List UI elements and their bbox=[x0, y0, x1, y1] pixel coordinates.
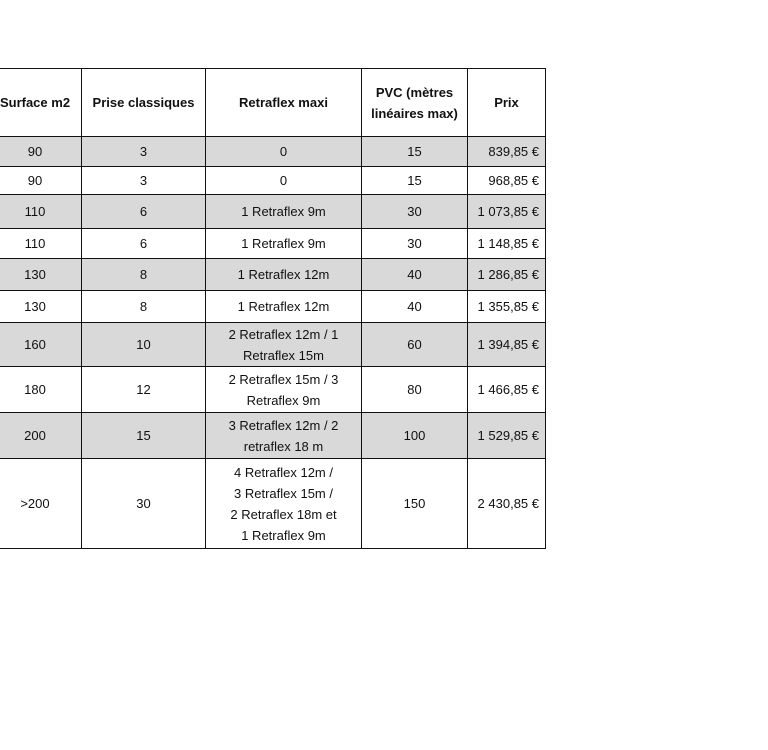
prise-cell: 30 bbox=[82, 459, 206, 549]
pvc-cell: 15 bbox=[362, 167, 468, 195]
table-row bbox=[0, 291, 546, 323]
prise-header: Prise classiques bbox=[82, 69, 206, 137]
table-row bbox=[0, 259, 546, 291]
table-row bbox=[0, 459, 546, 549]
retraflex-cell bbox=[206, 413, 362, 459]
prise-cell: 6 bbox=[82, 195, 206, 229]
table-row bbox=[0, 367, 546, 413]
pvc-header bbox=[362, 69, 468, 137]
retraflex-header: Retraflex maxi bbox=[206, 69, 362, 137]
prise-cell: 8 bbox=[82, 259, 206, 291]
surface-cell: 180 bbox=[0, 367, 82, 413]
retraflex-line: 1 Retraflex 12m bbox=[237, 299, 330, 314]
retraflex-line: Retraflex 15m bbox=[243, 347, 324, 363]
surface-cell: >200 bbox=[0, 459, 82, 549]
prix-cell: 968,85 € bbox=[468, 167, 546, 195]
prix-cell: 1 529,85 € bbox=[468, 413, 546, 459]
retraflex-cell bbox=[206, 195, 362, 229]
prix-cell: 1 394,85 € bbox=[468, 323, 546, 367]
surface-cell: 200 bbox=[0, 413, 82, 459]
surface-cell: 130 bbox=[0, 291, 82, 323]
table-row bbox=[0, 195, 546, 229]
prix-cell: 839,85 € bbox=[468, 137, 546, 167]
retraflex-cell bbox=[206, 167, 362, 195]
retraflex-line: 1 Retraflex 9m bbox=[241, 236, 326, 251]
surface-cell: 90 bbox=[0, 167, 82, 195]
retraflex-line: 3 Retraflex 12m / 2 bbox=[228, 417, 339, 433]
surface-cell: 90 bbox=[0, 137, 82, 167]
pvc-cell: 40 bbox=[362, 259, 468, 291]
spreadsheet-area bbox=[0, 68, 546, 549]
table-body bbox=[0, 137, 546, 549]
pvc-cell: 100 bbox=[362, 413, 468, 459]
retraflex-line: 0 bbox=[279, 144, 288, 159]
pvc-header-line: PVC (mètres bbox=[375, 84, 454, 100]
prise-cell: 8 bbox=[82, 291, 206, 323]
table-row bbox=[0, 323, 546, 367]
retraflex-line: 1 Retraflex 12m bbox=[237, 267, 330, 282]
retraflex-line: 2 Retraflex 15m / 3 bbox=[228, 371, 339, 387]
retraflex-cell bbox=[206, 367, 362, 413]
retraflex-line: 2 Retraflex 12m / 1 bbox=[228, 326, 339, 342]
retraflex-cell bbox=[206, 323, 362, 367]
table-row bbox=[0, 413, 546, 459]
retraflex-line: 3 Retraflex 15m / bbox=[234, 485, 333, 501]
pvc-cell: 60 bbox=[362, 323, 468, 367]
surface-cell: 110 bbox=[0, 195, 82, 229]
table-row bbox=[0, 137, 546, 167]
retraflex-line: 0 bbox=[279, 173, 288, 188]
retraflex-cell bbox=[206, 291, 362, 323]
surface-cell: 110 bbox=[0, 229, 82, 259]
pvc-header-line: linéaires max) bbox=[371, 105, 458, 121]
pricing-table bbox=[0, 68, 546, 549]
prix-cell: 2 430,85 € bbox=[468, 459, 546, 549]
prix-cell: 1 286,85 € bbox=[468, 259, 546, 291]
prise-cell: 15 bbox=[82, 413, 206, 459]
prix-cell: 1 355,85 € bbox=[468, 291, 546, 323]
surface-cell: 130 bbox=[0, 259, 82, 291]
prise-cell: 10 bbox=[82, 323, 206, 367]
prix-cell: 1 073,85 € bbox=[468, 195, 546, 229]
retraflex-line: 1 Retraflex 9m bbox=[241, 527, 326, 543]
table-row bbox=[0, 229, 546, 259]
retraflex-line: 2 Retraflex 18m et bbox=[230, 506, 337, 522]
retraflex-cell bbox=[206, 137, 362, 167]
pvc-cell: 30 bbox=[362, 195, 468, 229]
table-row bbox=[0, 167, 546, 195]
pvc-cell: 40 bbox=[362, 291, 468, 323]
header-row bbox=[0, 69, 546, 137]
retraflex-line: retraflex 18 m bbox=[243, 438, 324, 454]
surface-cell: 160 bbox=[0, 323, 82, 367]
retraflex-cell bbox=[206, 459, 362, 549]
pvc-cell: 80 bbox=[362, 367, 468, 413]
retraflex-line: 4 Retraflex 12m / bbox=[234, 464, 333, 480]
prise-cell: 3 bbox=[82, 167, 206, 195]
retraflex-line: Retraflex 9m bbox=[246, 392, 321, 408]
prix-header: Prix bbox=[468, 69, 546, 137]
prise-cell: 6 bbox=[82, 229, 206, 259]
prise-cell: 12 bbox=[82, 367, 206, 413]
prix-cell: 1 148,85 € bbox=[468, 229, 546, 259]
surface-header: Surface m2 bbox=[0, 69, 82, 137]
pvc-cell: 30 bbox=[362, 229, 468, 259]
prix-cell: 1 466,85 € bbox=[468, 367, 546, 413]
prise-cell: 3 bbox=[82, 137, 206, 167]
retraflex-line: 1 Retraflex 9m bbox=[241, 204, 326, 219]
retraflex-cell bbox=[206, 259, 362, 291]
retraflex-cell bbox=[206, 229, 362, 259]
pvc-cell: 150 bbox=[362, 459, 468, 549]
pvc-cell: 15 bbox=[362, 137, 468, 167]
